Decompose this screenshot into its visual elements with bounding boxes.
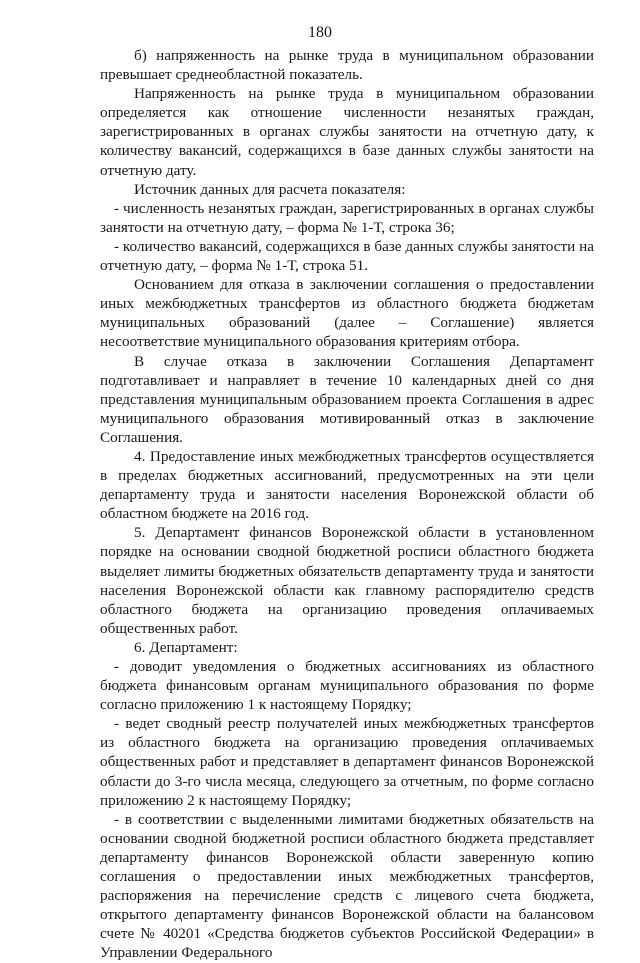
list-item: - в соответствии с выделенными лимитами бюджетных обязательств на основании сводной бюджетной росписи областного бюджета представляет департаменту финансов Воронежской области заверенную копию соглашения о предоставлении иных межбюджетных трансфертов, распоряжения на перечисление средств с лицевого счета бюджета, открытого департаменту финансов Воронежской области на балансовом счете № 40201 «Средства бюджетов субъектов Российской Федерации» в Управлении Федерального	[100, 810, 594, 962]
paragraph: 4. Предоставление иных межбюджетных трансфертов осуществляется в пределах бюджетных ассигнований, предусмотренных на эти цели департаменту труда и занятости населения Воронежской области об областном бюджете на 2016 год.	[100, 447, 594, 523]
paragraph: В случае отказа в заключении Соглашения Департамент подготавливает и направляет в течение 10 календарных дней со дня представления муниципальным образованием проекта Соглашения в адрес муниципального образования мотивированный отказ в заключение Соглашения.	[100, 352, 594, 446]
document-body	[100, 46, 594, 963]
paragraph: 5. Департамент финансов Воронежской области в установленном порядке на основании сводной бюджетной росписи областного бюджета выделяет лимиты бюджетных обязательств департаменту труда и занятости населения Воронежской области как главному распорядителю средств областного бюджета на организацию проведения оплачиваемых общественных работ.	[100, 524, 594, 637]
paragraph: Напряженность на рынке труда в муниципальном образовании определяется как отношение численности незанятых граждан, зарегистрированных в органах службы занятости на отчетную дату, к количеству вакансий, содержащихся в базе данных службы занятости на отчетную дату.	[100, 85, 594, 179]
list-item: - ведет сводный реестр получателей иных межбюджетных трансфертов из областного бюджета на организацию проведения оплачиваемых общественных работ и представляет в департамент финансов Воронежской области до 3-го числа месяца, следующего за отчетным, по форме согласно приложению 2 к настоящему Порядку;	[100, 715, 594, 809]
list-item: - численность незанятых граждан, зарегистрированных в органах службы занятости на отчетную дату, – форма № 1-Т, строка 36;	[100, 199, 594, 236]
paragraph: б) напряженность на рынке труда в муниципальном образовании превышает среднеобластной показатель.	[100, 47, 594, 84]
list-item: - количество вакансий, содержащихся в базе данных службы занятости на отчетную дату, – форма № 1-Т, строка 51.	[100, 237, 594, 275]
paragraph: Источник данных для расчета показателя:	[134, 180, 406, 198]
list-item: - доводит уведомления о бюджетных ассигнованиях из областного бюджета финансовым органам муниципального образования по форме согласно приложению 1 к настоящему Порядку;	[100, 658, 594, 714]
paragraph: 6. Департамент:	[134, 638, 238, 656]
page-number: 180	[308, 24, 332, 41]
paragraph: Основанием для отказа в заключении соглашения о предоставлении иных межбюджетных трансфертов из областного бюджета бюджетам муниципальных образований (далее – Соглашение) является несоответствие муниципального образования критериям отбора.	[100, 276, 594, 351]
